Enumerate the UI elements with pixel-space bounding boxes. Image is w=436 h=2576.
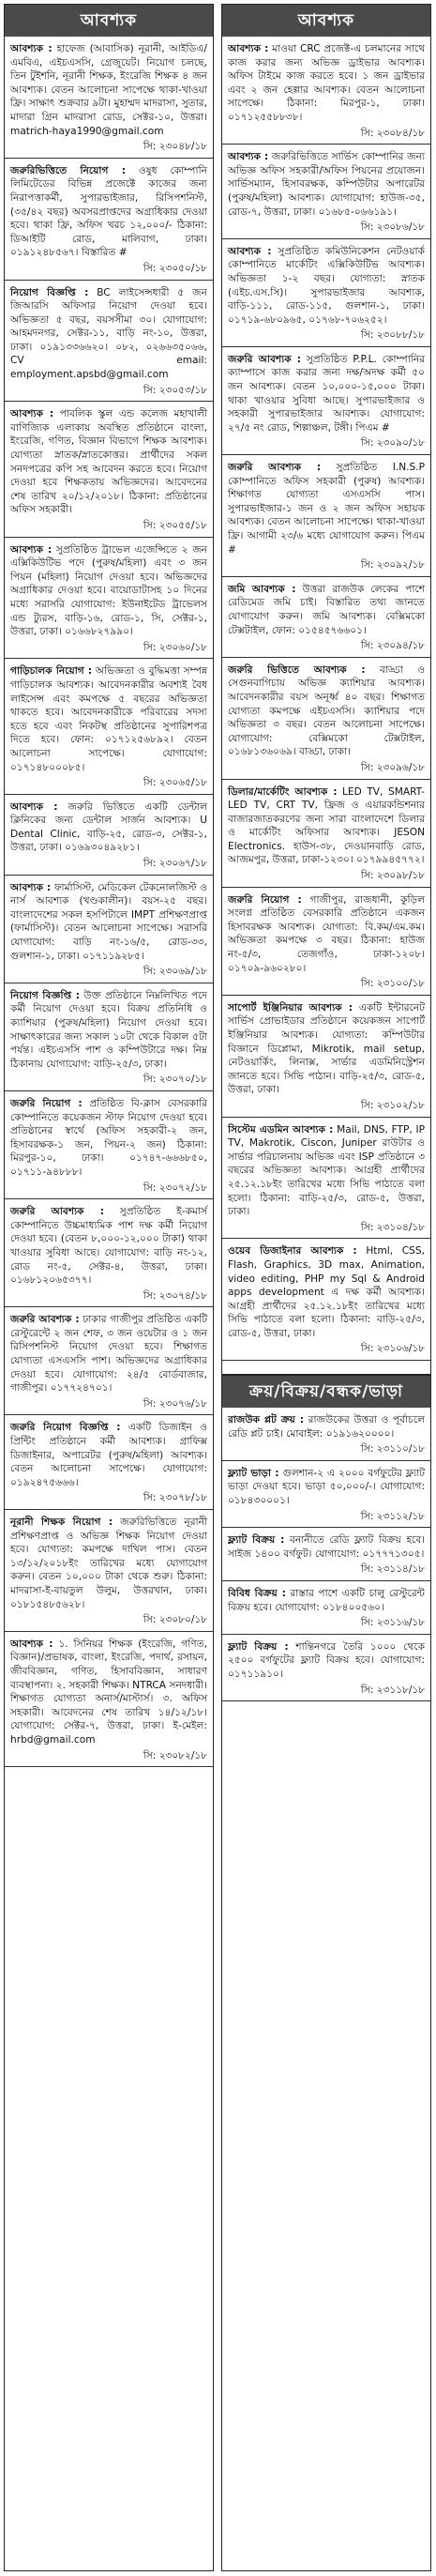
ad-body: মাওয়া CRC প্রজেক্ট-এ চলমানের সাথে কাজ করার জন্য অভিজ্ঞ ড্রাইভার আবশ্যক। অফিস টাইমে কাজ করতে হবে। ১ জন ড্রাইভার এবং ২ জন হেল্পার আবশ্যক। বেতন আলোচনা সাপেক্ষে। ঠিকানা: মিরপুর-১, ঢাকা। ০১৭১২৫৫৮৮৩৮। xyxy=(228,43,425,123)
classified-ad xyxy=(5,37,213,159)
ad-keyword: আবশ্যক : xyxy=(10,1638,53,1650)
ad-body: উত্তরা রাজউক লেকের পাশে রেডিমেড জমি চাই। বিস্তারিত তথ্য জানতে যোগাযোগ করুন। জমি আবশ্যক। বেক্সিমকো টেক্সটাইল, ফোন: ০১৫৪৫৭৬৬০১। xyxy=(228,583,425,636)
ad-keyword: জরুরি আবশ্যক : xyxy=(10,1206,104,1218)
ad-body: জরুরিভিত্তিতে সার্ভিস কোম্পানির জন্য অভিজ্ঞ অফিস সহকারী/অফিস পিয়নের প্রয়োজন। সার্ভিসম্যান, হিসাবরক্ষক, কম্পিউটার অপারেটর (পুরুষ/মহিলা) আবশ্যক। যোগাযোগ: হাউজ-৩৫, রোড-৭, উত্তরা, ঢাকা। ০১৬৮৫-০৬৬১৯১। xyxy=(228,151,425,218)
classified-ad xyxy=(5,1415,213,1510)
ad-keyword: আবশ্যক : xyxy=(10,543,53,556)
ad-text xyxy=(10,164,207,260)
classified-ad xyxy=(5,795,213,876)
ad-text xyxy=(228,1533,425,1561)
ad-body: একটি ডিজাইন ও প্রিন্টিং প্রতিষ্ঠানে কর্মী আবশ্যক। গ্রাফিক্স ডিজাইনার, অপারেটর (পুরুষ/মহিলা) আবশ্যক। বেতন আলোচনা সাপেক্ষে। যোগাযোগ: ০১৯২৪৭৫৬৬৬। xyxy=(10,1422,207,1488)
ad-text xyxy=(10,989,207,1072)
ad-body: বনানীতে রেডি ফ্ল্যাট বিক্রয় হবে। সাইজ ১৪০০ বর্গফুট। যোগাযোগ: ০১৭৭৭১৩০৫। xyxy=(228,1534,425,1560)
classified-ad xyxy=(5,659,213,794)
classified-ad xyxy=(222,145,430,239)
ad-code: সি: ২৩১১৪/১৮ xyxy=(360,1563,425,1576)
ad-body: জরুরিভিত্তিতে নূরানী প্রশিক্ষণপ্রাপ্ত ও অভিজ্ঞ শিক্ষক নিয়োগ দেওয়া হবে। যোগ্যতা: কমপক্ষে দাখিল পাস। বেতন ১৩/১২/২০১৮ইং তারিখের মধ্যে যোগাযোগ করুন। বেতন ১০,০০০ টাকা থেকে শুরু। ঠিকানা: মাদরাসা-ই-বায়তুল উলুম, উত্তরখান, ঢাকা। ০১৮১৫৪৮৫৬২৮। xyxy=(10,1517,207,1610)
ad-text xyxy=(228,245,425,328)
ad-code: সি: ২৩১০৪/১৮ xyxy=(360,1221,425,1233)
classified-ad xyxy=(222,577,430,658)
ad-text xyxy=(228,353,425,435)
ad-text xyxy=(228,1123,425,1219)
ad-code: সি: ২৩০৭৬/১৮ xyxy=(143,1397,207,1410)
ad-text xyxy=(10,1516,207,1611)
ad-code: সি: ২৩১০২/১৮ xyxy=(360,1099,425,1111)
ad-text xyxy=(10,1421,207,1489)
ad-keyword: জরুরি আবশ্যক : xyxy=(228,462,322,474)
ad-body: জরুরি ভিত্তিতে একটি ডেন্টাল ক্লিনিকের জন্য ডেন্টাল সার্জন আবশ্যক। U Dental Clinic, বাড়ি-২৫, রোড-৩, সেক্টর-১, উত্তরা, ঢাকা। ০১৬৯৩০৪৯২৮১। xyxy=(10,800,208,854)
classified-ad xyxy=(222,347,430,455)
ad-body: ওষুধ কোম্পানি লিমিটেডের বিভিন্ন প্রজেক্টে কাজের জন্য নিরাপত্তাকর্মী, সুপারভাইজার, রিসিপশনিস্ট, (৩৫/৪২ বছর) অবসরপ্রাপ্তদের অগ্রাধিকার দেওয়া হবে। থাকা ফ্রি, অফিস খরচ ১২,০০০/- ঠিকানা: ডিআইটি রোড, মালিবাগ, ঢাকা। ০১৯১২৪৮৫৬৭। বিস্তারিত # xyxy=(10,164,207,259)
classified-ad xyxy=(5,281,213,403)
classified-ad xyxy=(222,1118,430,1240)
ad-body: রাস্তার পাশে একটি চালু রেস্টুরেন্ট বিক্রয় হবে। যোগাযোগ: ০১৮৪০০৫৬০। xyxy=(228,1588,425,1613)
ad-keyword: আবশ্যক : xyxy=(228,151,269,163)
ad-keyword: গাড়িচালক নিয়োগ : xyxy=(10,665,93,678)
section2-header: ক্রয়/বিক্রয়/বন্ধক/ভাড়া xyxy=(222,1376,430,1408)
classified-ad xyxy=(222,1408,430,1461)
ad-keyword: ডিলার/মার্কেটিং আবশ্যক : xyxy=(228,785,338,798)
classified-ad xyxy=(222,1635,430,1701)
ad-body: হাফেজ (আবাসিক) নূরানী, আইডিএ/এমবিএ, এইচএসসি, গ্রেজুয়েট। নিয়োগ চলছে, তিন টুইশনি, নূরানী শিক্ষক, ইংরেজি শিক্ষক ৪ জন আবশ্যক। বেতন আলোচনা সাপেক্ষে থাকা-খাওয়া ফ্রি। সাক্ষাৎ শুক্রবার ৯টা। মুহাম্মদ মাদরাসা, সুতার, মাদারা গ্রিন মাদরাসা রোড, সেক্টর-১০, উত্তরা। matrich-haya1990@gmail.com xyxy=(10,43,207,137)
classified-ad xyxy=(5,159,213,281)
ad-keyword: ফ্ল্যাট বিক্রয় : xyxy=(228,1534,285,1547)
ad-body: সুপ্রতিষ্ঠিত ট্রাভেল এজেন্সিতে ২ জন এক্সিকিউটিভ পদে (পুরুষ/মহিলা) এবং ৩ জন পিয়ন (মহিলা) নিয়োগ দেওয়া হবে। অভিজ্ঞদের অগ্রাধিকার দেওয়া হবে। বায়োডাটাসহ ১০ দিনের মধ্যে সরাসরি যোগাযোগ: ইউনাইটেড ট্রাভেলস এন্ড ট্যুরস, বাড়ি-১৬, রোড-১, সি, সেক্টর-১, উত্তরা, ঢাকা। ০১৬৬৮২৭৯৯০। xyxy=(10,543,208,638)
ad-body: সুপ্রতিষ্ঠিত ই-কমার্স কোম্পানিতে উচ্চমাধ্যমিক পাশ দক্ষ কর্মী নিয়োগ দেওয়া হবে। (বেতন ৮,০০০-১২,০০০ টাকা) থাকা খাওয়ার সুবিধা আছে। যোগাযোগ: বাড়ি নং-১২, রোড নং-৫, সেক্টর-৪, উত্তরা, ঢাকা। ০১৬৮১২০৬৫৩৭৭। xyxy=(10,1206,207,1287)
ad-text xyxy=(10,286,207,382)
ad-code: সি: ২৩১১২/১৮ xyxy=(360,1510,425,1522)
ad-keyword: আবশ্যক : xyxy=(10,408,54,420)
ad-code: সি: ২৩১০০/১৮ xyxy=(360,978,425,990)
right-ads-list xyxy=(222,37,430,1361)
ad-body: ১. সিনিয়র শিক্ষক (ইংরেজি, গণিত, বিজ্ঞান)/প্রভাষক, বাংলা, ইংরেজি, পদার্থ, রসায়ন, জীববিজ্ঞান, গণিত, হিসাববিজ্ঞান, সাধারণ ব্যবস্থাপনা। ২. সহকারী শিক্ষক। NTRCA সনদধারী। শিক্ষাগত যোগ্যতা অনার্স/মাস্টার্স। ৩. অফিস সহকারী। আবেদনের শেষ তারিখ ১৪/১২/১৮। যোগাযোগ: সেক্টর-৭, উত্তরা, ঢাকা। ই-মেইল: hrbd@gmail.com xyxy=(10,1638,207,1745)
ad-code: সি: ২৩০৮৬/১৮ xyxy=(360,221,425,234)
ad-code: সি: ২৩০৭৪/১৮ xyxy=(143,1289,207,1302)
classified-ad xyxy=(222,780,430,888)
ad-text xyxy=(228,663,425,759)
ad-code: সি: ২৩১১০/১৮ xyxy=(360,1443,425,1456)
ad-code: সি: ২৩০৮৮/১৮ xyxy=(360,329,425,342)
ad-code: সি: ২৩০৯২/১৮ xyxy=(360,559,425,572)
classified-ad xyxy=(222,1528,430,1581)
classified-ad xyxy=(5,876,213,983)
left-column xyxy=(4,4,214,2571)
ad-text xyxy=(228,1001,425,1097)
ad-text xyxy=(10,543,207,639)
classified-ad xyxy=(5,983,213,1091)
classified-ad xyxy=(222,658,430,780)
ad-keyword: নূরানী শিক্ষক নিয়োগ : xyxy=(10,1517,113,1528)
ad-text xyxy=(228,1244,425,1340)
ad-body: উক্ত প্রতিষ্ঠানে নিম্নলিখিত পদে কর্মী নিয়োগ দেওয়া হবে। বিক্রয় প্রতিনিধি ও ক্যাশিয়ার (পুরুষ/মহিলা) নিয়োগ দেওয়া হবে। সাক্ষাৎকারের জন্য সকাল ১০টা থেকে বিকাল ৫টা পর্যন্ত। এইচএসসি পাশ ও কম্পিউটারে দক্ষ। নিম্ন ঠিকানায় যোগাযোগ: বাড়ি-২৫/৩, ঢাকা। xyxy=(10,989,207,1070)
ad-text xyxy=(10,881,207,964)
ad-keyword: আবশ্যক : xyxy=(228,43,269,54)
ad-text xyxy=(228,1413,425,1440)
ad-code: সি: ২৩০৭০/১৮ xyxy=(143,1074,207,1086)
ad-text xyxy=(10,1205,207,1288)
ad-keyword: রাজউক প্লট ক্রয় : xyxy=(228,1414,305,1426)
ad-body: বাড্ডা ও সেগুনবাগিচায় অভিজ্ঞ ক্যাশিয়ার আবশ্যক। আবেদনকারীর বয়স অনূর্ধ্ব ৪০ বছর। শিক্ষাগত যোগ্যতা কমপক্ষে এইচএসসি। ক্যাশিয়ার পদে অভিজ্ঞতা ৩ বছর। বেতন আলোচনা সাপেক্ষে। যোগাযোগ: বেক্সিমকো টেক্সটাইল, ০১৬৮১৩৬০৬৯। বাড্ডা, ঢাকা। xyxy=(228,663,426,758)
ad-keyword: জমি আবশ্যক : xyxy=(228,583,296,595)
ad-body: প্রতিষ্ঠিত বি-ক্লাস বেসরকারি কোম্পানিতে কয়েকজন স্টাফ নিয়োগ দেওয়া হবে। প্রতিষ্ঠানের স্বার্থে (অফিস সহকারী-২ জন, হিসাবরক্ষক-১ জন, পিয়ন-২ জন) ঠিকানা: মিরপুর-১০, ঢাকা। ০১৭৪৭-৬৬৬৮৫০, ০১৭১১-৯৪৮৮৮। xyxy=(10,1097,207,1178)
ad-text xyxy=(228,893,425,976)
classified-ad xyxy=(222,455,430,577)
ad-keyword: আবশ্যক : xyxy=(10,800,58,813)
classified-ad xyxy=(222,1239,430,1361)
ad-code: সি: ২৩০৭২/১৮ xyxy=(143,1181,207,1194)
ad-body: পাবলিক স্কুল এন্ড কলেজ মহাখালী বাণিজ্যিক এলাকায় অবস্থিত প্রতিষ্ঠানে বাংলা, ইংরেজি, গণিত, বিজ্ঞান বিভাগে শিক্ষক আবশ্যক। যোগ্যতা স্নাতক/স্নাতকোত্তর। প্রার্থীদের সকল সনদপত্রের কপি সহ আবেদন করতে হবে। নিয়োগ দেওয়া হবে শিক্ষকতায় অভিজ্ঞদের। আবেদনের শেষ তারিখ ২০/১২/২০১৮। ঠিকানা: প্রতিষ্ঠানের অফিস সহকারী। xyxy=(10,408,207,516)
ad-keyword: আবশ্যক : xyxy=(10,881,52,893)
section2-ads-list xyxy=(222,1408,430,1701)
ad-text xyxy=(10,1313,207,1395)
ad-code: সি: ২৩০৫৫/১৮ xyxy=(143,520,207,531)
left-ads-list xyxy=(5,37,213,1767)
ad-keyword: ফ্ল্যাট ভাড়া : xyxy=(228,1467,279,1479)
classified-ad xyxy=(5,1632,213,1767)
classified-ad xyxy=(222,1461,430,1528)
classified-ad xyxy=(5,538,213,660)
ad-code: সি: ২৩০৯৬/১৮ xyxy=(360,761,425,773)
ad-keyword: বিবিধ বিক্রয় : xyxy=(228,1588,286,1599)
ad-body: রাজউকের উত্তরা ও পূর্বাচলে রেডি প্লট চাই। মোবাইল: ০১৯১৬২০০০০। xyxy=(228,1414,426,1440)
ad-text xyxy=(10,1097,207,1180)
section-divider xyxy=(222,1361,430,1376)
ad-body: সুপ্রতিষ্ঠিত কমিউনিকেশন নেটওয়ার্ক কোম্পানিতে মার্কেটিং এক্সিকিউটিভ আবশ্যক। অভিজ্ঞতা ১-২ বছর। যোগ্যতা: স্নাতক (এইচ.এস.সি)। সুপারভাইজার আবশ্যক, বাড়ি-১১১, রোড-১১৫, গুলশান-১, ঢাকা। ০১৭১৯-৬৮০৯৬৫, ০১৭৬৮-৭০৬২৫২। xyxy=(228,245,425,326)
ad-body: একটি ইন্টারনেট সার্ভিস প্রোভাইডার প্রতিষ্ঠানে কয়েকজন সাপোর্ট ইঞ্জিনিয়ার আবশ্যক। যোগ্যতা: কম্পিউটার বিজ্ঞানে ডিপ্লোমা, Mikrotik, mail setup, নেটওয়ার্কিং, লিনাক্স, সার্ভার এডমিনিস্ট্রেশন জানতে হবে। সিভি পাঠান। বাড়ি-২৫/৩, রোড-৫, উত্তরা, ঢাকা। xyxy=(228,1001,425,1096)
ad-text xyxy=(228,1640,425,1682)
ad-text xyxy=(228,1587,425,1614)
ad-keyword: জরুরি নিয়োগ বিজ্ঞপ্তি : xyxy=(10,1422,121,1434)
ad-body: ফার্মাসিস্ট, মেডিকেল টেকনোলজিস্ট ও নার্স আবশ্যক (খণ্ডকালীন)। বয়স-২৫ বছর। বাংলাদেশের সকল হসপিটালে IMPT প্রশিক্ষণপ্রাপ্ত (ফার্মাসিস্ট)। বেতন আলোচনা সাপেক্ষে। সরাসরি যোগাযোগ: বাড়ি নং-১৬/৫, রোড-৩৩, গুলশান-১, ঢাকা। ০১৭১১৯২৮৫। xyxy=(10,881,207,962)
left-header: আবশ্যক xyxy=(5,5,213,37)
ad-body: ঢাকার গাজীপুর প্রতিষ্ঠিত একটি রেস্টুরেন্টে ২ জন শেফ, ৩ জন ওয়েটার ও ১ জন রিসিপশনিস্ট নিয়োগ দেওয়া হবে। শিক্ষাগত যোগ্যতা এসএসসি পাশ। অভিজ্ঞদের অগ্রাধিকার দেওয়া হবে। যোগাযোগ: ২৪/৫ বোর্ডবাজার, গাজীপুর। ০১৭৭২৪৭০১। xyxy=(10,1314,207,1395)
ad-text xyxy=(228,42,425,125)
ad-code: সি: ২৩০৬৫/১৮ xyxy=(143,777,207,789)
ad-keyword: জরুরি আবশ্যক : xyxy=(10,1314,80,1326)
ad-keyword: সাপোর্ট ইঞ্জিনিয়ার আবশ্যক : xyxy=(228,1001,353,1014)
classified-ad xyxy=(222,1581,430,1635)
ad-keyword: নিয়োগ বিজ্ঞপ্তি : xyxy=(10,286,89,298)
ad-keyword: জরুরি নিয়োগ : xyxy=(228,893,302,906)
ad-text xyxy=(10,664,207,774)
ad-text xyxy=(10,800,207,855)
ad-code: সি: ২৩০৬৭/১৮ xyxy=(143,858,207,870)
ad-code: সি: ২৩০৫০/১৮ xyxy=(143,262,207,274)
ad-code: সি: ২৩০৮৪/১৮ xyxy=(360,127,425,139)
classified-ad xyxy=(222,888,430,996)
classified-ad xyxy=(222,37,430,145)
ad-body: সুপ্রতিষ্ঠিত I.N.S.P কোম্পানিতে অফিস সহকারী (পুরুষ) আবশ্যক। শিক্ষাগত যোগ্যতা এসএসসি পাস। সুপারভাইজার-১ জন ও ২ জন অফিস সহায়ক আবশ্যক। বেতন আলোচনা সাপেক্ষে। থাকা-খাওয়া ফ্রি। আগামী ২৩/৬ মধ্যে যোগাযোগ করুন। পিএম # xyxy=(228,462,425,556)
ad-text xyxy=(228,461,425,556)
ad-keyword: জরুরিভিত্তিতে নিয়োগ : xyxy=(10,164,126,176)
ad-code: সি: ২৩০৪৮/১৮ xyxy=(143,141,207,153)
classified-ad xyxy=(222,239,430,347)
ad-text xyxy=(10,407,207,517)
ad-keyword: জরুরি আবশ্যক : xyxy=(228,353,301,365)
classified-ad xyxy=(5,1510,213,1632)
ad-keyword: ফ্ল্যাট বিক্রয় : xyxy=(228,1640,289,1653)
classified-ad xyxy=(5,402,213,537)
ad-code: সি: ২৩০৫৩/১৮ xyxy=(143,384,207,396)
ad-body: শান্তিনগরে তৈরি ১০০০ থেকে ২৫০০ বর্গফুটের ফ্ল্যাট বিক্রয় হবে। যোগাযোগ: ০১৭১১৯১০। xyxy=(228,1640,425,1680)
ad-code: সি: ২৩০৮২/১৮ xyxy=(143,1749,207,1761)
right-column xyxy=(221,4,431,2571)
ad-text xyxy=(10,42,207,138)
ad-code: সি: ২৩০৬৯/১৮ xyxy=(143,966,207,978)
ad-body: গাজীপুর, রাজধানী, কুড়িল সংলগ্ন প্রতিষ্ঠিত বেসরকারি প্রতিষ্ঠানে একজন হিসাবরক্ষক আবশ্যক। যোগ্যতা: বি.কম/এম.কম। অভিজ্ঞতা কমপক্ষে ৩ বছর। ঠিকানা: হাউজ নং-৫/৩, তেজগাঁও, ঢাকা-১২০৮। ০১৭০৯-৯৬০২৮০। xyxy=(228,893,425,974)
ad-code: সি: ২৩০৮০/১৮ xyxy=(143,1614,207,1626)
classified-ad xyxy=(5,1199,213,1307)
classified-ad xyxy=(5,1091,213,1199)
ad-code: সি: ২৩০৯৪/১৮ xyxy=(360,640,425,652)
classified-ad xyxy=(5,1307,213,1415)
ad-body: Mail, DNS, FTP, IP TV, Makrotik, Ciscon, Juniper রাউটার ও সার্ভার পরিচালনায় অভিজ্ঞ এবং ISP প্রতিষ্ঠানে ৩ বছরের অভিজ্ঞতা আবশ্যক। আগ্রহী প্রার্থীদের ২৫.১২.১৮ইং তারিখের মধ্যে সিভি পাঠাতে বলা হলো। ঠিকানা: বাড়ি-২৫/৩, রোড-৫, উত্তরা, ঢাকা। xyxy=(228,1123,425,1218)
ad-code: সি: ২৩১১৬/১৮ xyxy=(360,1617,425,1629)
ad-keyword: জরুরি ভিত্তিতে আবশ্যক : xyxy=(228,663,366,676)
ad-body: LED TV, SMART-LED TV, CRT TV, ফ্রিজ ও এয়ারকন্ডিশনার বাজারজাতকরণের জন্য সারা বাংলাদেশে ডিলার ও মার্কেটিং অফিসার আবশ্যক। JESON Electronics. হাউস-৩৮, দেওয়ানবাড়ি রোড, আজমপুর, উত্তরা, ঢাকা-১২৩০। ০১৭৯৯৪৫৭৭২। xyxy=(228,785,425,866)
ad-text xyxy=(228,150,425,219)
ad-keyword: নিয়োগ বিজ্ঞপ্তি : xyxy=(10,989,81,1001)
ad-keyword: আবশ্যক : xyxy=(10,43,53,54)
ad-code: সি: ২৩০৯৮/১৮ xyxy=(360,870,425,882)
right-header: আবশ্যক xyxy=(222,5,430,37)
ad-body: অভিজ্ঞতা ও বুদ্ধিমত্তা সম্পন্ন গাড়িচালক আবশ্যক। আবেদনকারীর অবশ্যই বৈধ লাইসেন্স এবং কমপক্ষে ৫ বছরের অভিজ্ঞতা থাকতে হবে। আবেদনকারীকে পরিবারের সদস্য হতে হবে এবং নিকটস্থ প্রতিষ্ঠানের সুপারিশপত্র দিতে হবে। ফোন: ০১৭১২৫৬৮৯২। বেতন আলোচনা সাপেক্ষে। যোগাযোগ: ০১৭১৪৮০০০৮৫। xyxy=(10,665,207,773)
ad-text xyxy=(228,785,425,868)
ad-keyword: আবশ্যক : xyxy=(228,245,272,257)
ad-body: সুপ্রতিষ্ঠিত P.P.L. কোম্পানির ক্যাম্পাসে কাজ করার জন্য দক্ষ/অদক্ষ কর্মী ৫০ জন আবশ্যক। বেতন ১০,০০০-১৫,০০০ টাকা। থাকা খাওয়ার সুবিধা আছে। সুপারভাইজার ও সহকারী সুপারভাইজার আবশ্যক। যোগাযোগ: ২৭/৫ নং রোড, শিল্পাঞ্চল, টঙ্গী। পিএম # xyxy=(228,353,425,434)
ad-code: সি: ২৩০৭৮/১৮ xyxy=(143,1492,207,1504)
ad-keyword: জরুরি নিয়োগ : xyxy=(10,1097,83,1109)
ad-text xyxy=(228,1467,425,1508)
ad-text xyxy=(10,1638,207,1747)
ad-body: BC লাইসেন্সধারী ৫ জন জিআরসি অফিসার নিয়োগ দেওয়া হবে। অভিজ্ঞতা ৫ বছর, বয়সসীমা ৩০। যোগাযোগ: আহমদনগর, সেক্টর-১১, বাড়ি নং-১০, উত্তরা, ঢাকা। ০১৯১৩৩৬৬২০। ০৮২, ০২৬৬৩৫০৬৬, CV email: employment.apsbd@gmail.com xyxy=(10,286,207,381)
ad-code: সি: ২৩১০৬/১৮ xyxy=(360,1343,425,1355)
ad-code: সি: ২৩১১৮/১৮ xyxy=(360,1684,425,1696)
classified-ad xyxy=(222,996,430,1118)
ad-keyword: সিস্টেম এডমিন আবশ্যক : xyxy=(228,1123,334,1136)
ad-text xyxy=(228,583,425,637)
ad-body: গুলশান-২ এ ২০০০ বর্গফুটের ফ্ল্যাট ভাড়া দেওয়া হবে। ভাড়া ৫০,০০০/-। যোগাযোগ: ০১৮৪৩০০০১। xyxy=(228,1467,425,1507)
ad-code: সি: ২৩০৯০/১৮ xyxy=(360,437,425,450)
ad-keyword: ওয়েব ডিজাইনার আবশ্যক : xyxy=(228,1245,357,1258)
ad-code: সি: ২৩০৬০/১৮ xyxy=(143,641,207,653)
ad-body: Html, CSS, Flash, Graphics, 3D max, Animation, video editing, PHP my Sql & Android apps development এ দক্ষ কর্মী আবশ্যক। আগ্রহী প্রার্থীদের ২৫.১২.১৮ইং তারিখের মধ্যে সিভি পাঠাতে বলা হলো। ঠিকানা: বাড়ি-২৫/৩, রোড-৫, উত্তরা, ঢাকা। xyxy=(228,1245,425,1339)
